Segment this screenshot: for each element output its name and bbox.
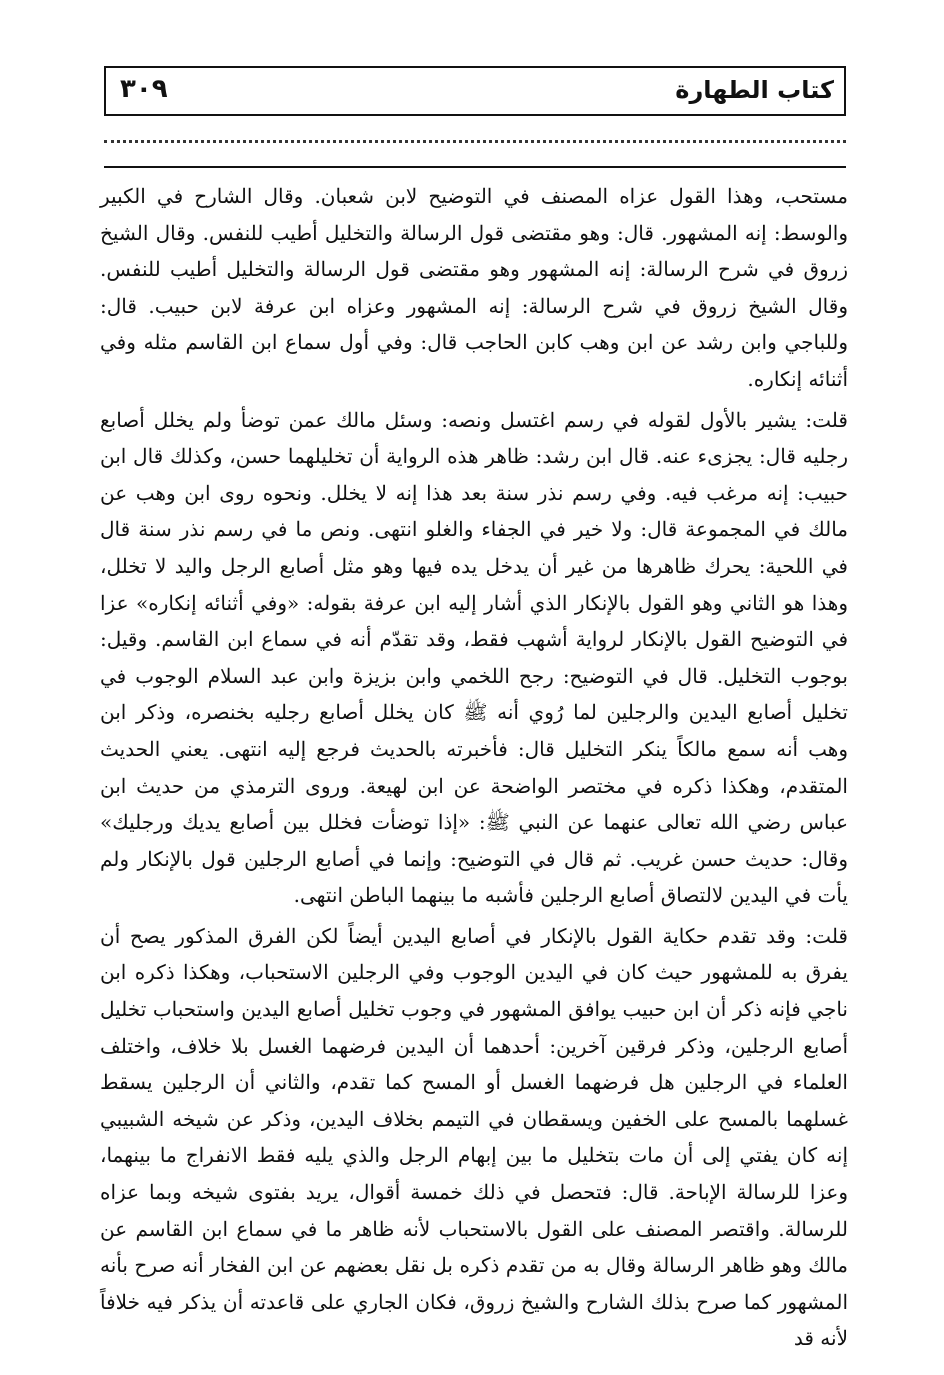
- dotted-divider: [104, 140, 846, 143]
- paragraph: قلت: يشير بالأول لقوله في رسم اغتسل ونصه: وسئل مالك عمن توضأ ولم يخلل أصابع رجليه قال: يجزىء عنه. قال ابن رشد: ظاهر هذه الرواية أن تخليلهما حسن، وكذلك قال ابن حبيب: إنه مرغب فيه. وفي رسم نذر سنة بعد هذا إنه لا يخلل. ونحوه روى ابن وهب عن مالك في المجموعة قال: ولا خير في الجفاء والغلو انتهى. ونص ما في رسم نذر سنة قال في اللحية: يحرك ظاهرها من غير أن يدخل يده فيها وهو مثل أصابع الرجل واليد لا تخلل، وهذا هو الثاني وهو القول بالإنكار الذي أشار إليه ابن عرفة بقوله: «وفي أثنائه إنكاره» عزا في التوضيح القول بالإنكار لرواية أشهب فقط، وقد تقدّم أنه في سماع ابن القاسم. وقيل: بوجوب التخليل. قال في التوضيح: رجح اللخمي وابن بزيزة وابن عبد السلام الوجوب في تخليل أصابع اليدين والرجلين لما رُوي أنه ﷺ كان يخلل أصابع رجليه بخنصره، وذكر ابن وهب أنه سمع مالكاً ينكر التخليل قال: فأخبرته بالحديث فرجع إليه انتهى. يعني الحديث المتقدم، وهكذا ذكره في مختصر الواضحة عن ابن لهيعة. وروى الترمذي من حديث ابن عباس رضي الله تعالى عنهما عن النبي ﷺ: «إذا توضأت فخلل بين أصابع يديك ورجليك» وقال: حديث حسن غريب. ثم قال في التوضيح: وإنما في أصابع الرجلين قول بالإنكار ولم يأت في اليدين لالتصاق أصابع الرجلين فأشبه ما بينهما الباطن انتهى.: [100, 407, 848, 908]
- running-header: [104, 66, 846, 116]
- chapter-title: كتاب الطهارة: [675, 76, 834, 104]
- page-body: [100, 178, 848, 1357]
- paragraph: مستحب، وهذا القول عزاه المصنف في التوضيح لابن شعبان. وقال الشارح في الكبير والوسط: إنه المشهور. قال: وهو مقتضى قول الرسالة والتخليل أطيب للنفس. وقال الشيخ زروق في شرح الرسالة: إنه المشهور وهو مقتضى قول الرسالة والتخليل أطيب للنفس. وقال الشيخ زروق في شرح الرسالة: إنه المشهور وعزاه ابن عرفة لابن حبيب. قال: وللباجي وابن رشد عن ابن وهب كابن الحاجب قال: وفي أول سماع ابن القاسم مثله وفي أثنائه إنكاره.: [100, 184, 848, 391]
- header-separator: [104, 166, 846, 168]
- paragraph: قلت: وقد تقدم حكاية القول بالإنكار في أصابع اليدين أيضاً لكن الفرق المذكور يصح أن يفرق به للمشهور حيث كان في اليدين الوجوب وفي الرجلين الاستحباب، وهكذا ذكره ابن ناجي فإنه ذكر أن ابن حبيب يوافق المشهور في وجوب تخليل أصابع اليدين واستحباب تخليل أصابع الرجلين، وذكر فرقين آخرين: أحدهما أن اليدين فرضهما الغسل بلا خلاف، واختلف العلماء في الرجلين هل فرضهما الغسل أو المسح كما تقدم، والثاني أن الرجلين يسقط غسلهما بالمسح على الخفين ويسقطان في التيمم بخلاف اليدين، وذكر عن شيخه الشبيبي إنه كان يفتي إلى أن مات بتخليل ما بين إبهام الرجل والذي يليه فقط الانفراج ما بينهما، وعزا للرسالة الإباحة. قال: فتحصل في ذلك خمسة أقوال، يريد بفتوى شيخه وبما عزاه للرسالة. واقتصر المصنف على القول بالاستحباب لأنه ظاهر ما في سماع ابن القاسم عن مالك وهو ظاهر الرسالة وقال به من تقدم ذكره بل نقل بعضهم عن ابن الفخار أنه صرح بأنه المشهور كما صرح بذلك الشارح والشيخ زروق، فكان الجاري على قاعدته أن يذكر فيه خلافاً لأنه قد: [100, 923, 849, 1351]
- page-number: ٣٠٩: [120, 74, 168, 104]
